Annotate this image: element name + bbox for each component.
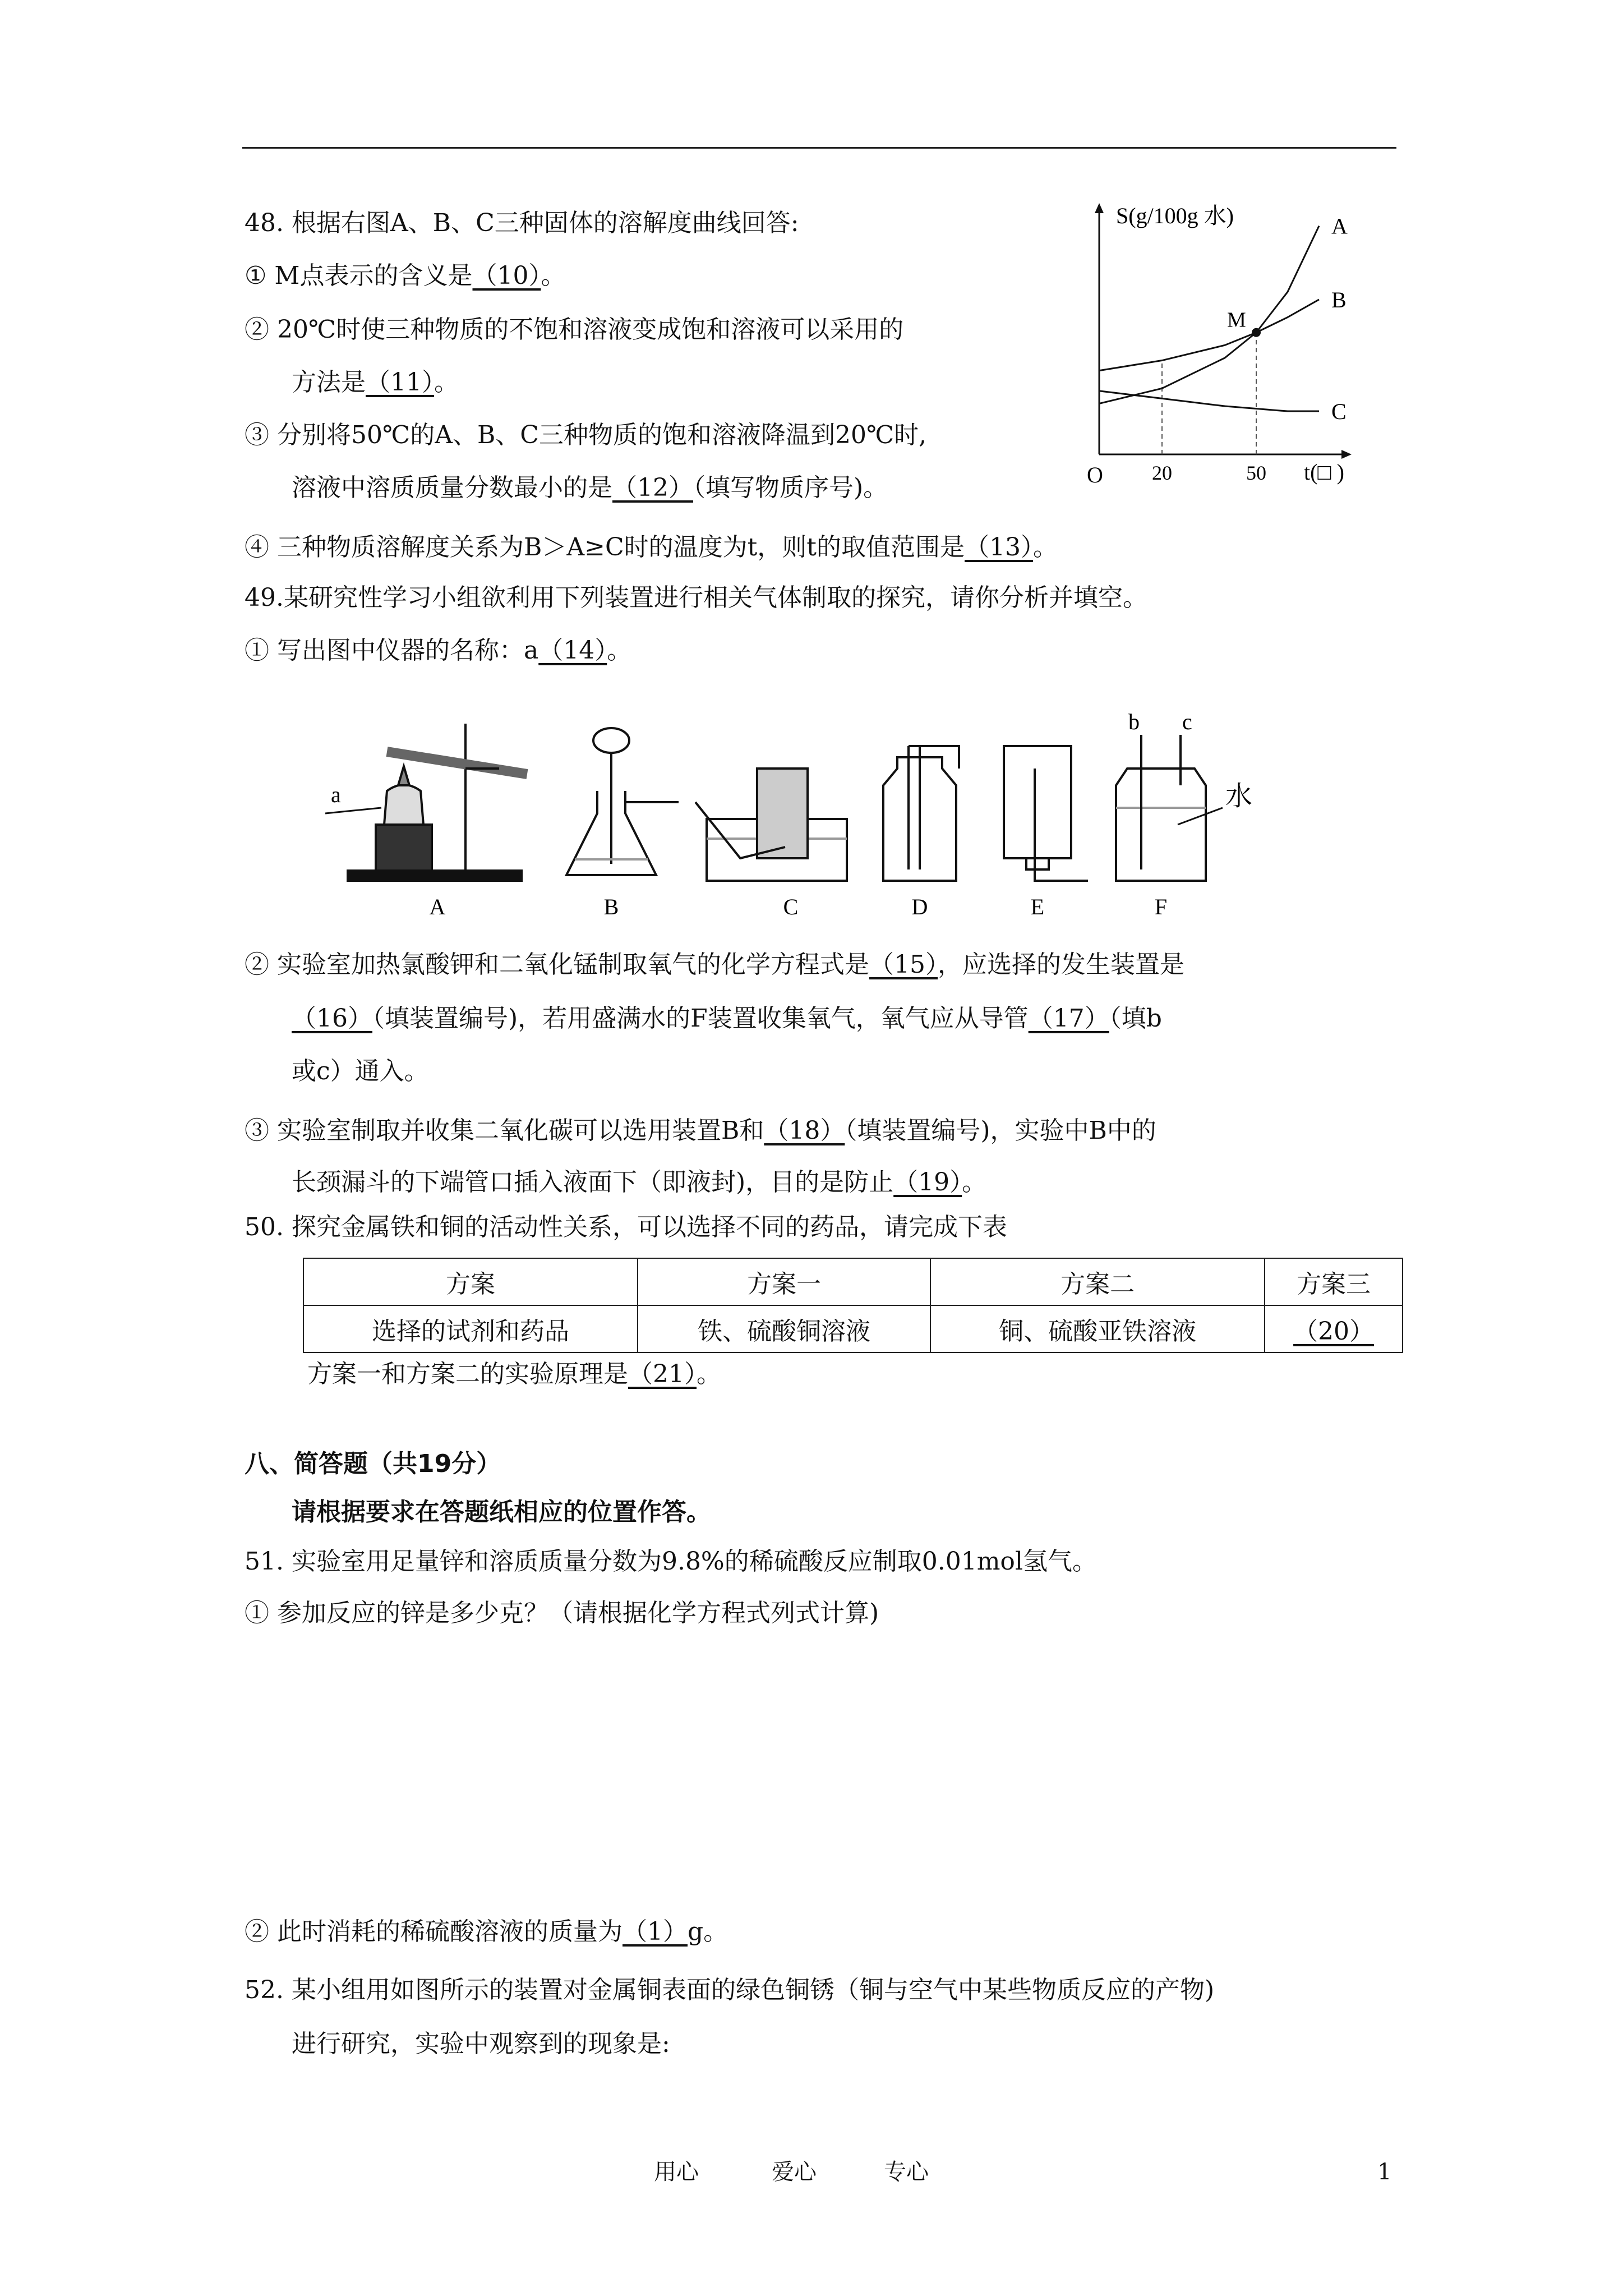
q48-part4: ④ 三种物质溶解度关系为B＞A≥C时的温度为t，则t的取值范围是（13）。 — [245, 533, 1058, 562]
blank-13: （13） — [965, 533, 1033, 562]
table-cell: 铁、硫酸铜溶液 — [638, 1305, 930, 1352]
q49-stem: 49.某研究性学习小组欲利用下列装置进行相关气体制取的探究，请你分析并填空。 — [245, 583, 1147, 612]
apparatus-e — [1004, 746, 1088, 881]
label-b: b — [1128, 712, 1140, 734]
q51-part2: ② 此时消耗的稀硫酸溶液的质量为（1）g。 — [245, 1917, 728, 1946]
q48-part3: ③ 分别将50℃的A、B、C三种物质的饱和溶液降温到20℃时, — [245, 421, 927, 449]
label-apparatus-b: B — [603, 894, 619, 919]
table-row — [303, 1305, 1403, 1352]
table-cell: 选择的试剂和药品 — [303, 1305, 638, 1352]
header-rule — [242, 147, 1396, 149]
wooden-block — [376, 825, 432, 871]
q49-part2: ② 实验室加热氯酸钾和二氧化锰制取氧气的化学方程式是（15），应选择的发生装置是 — [245, 950, 1184, 979]
series-label-c: C — [1331, 399, 1347, 425]
table-header-cell: 方案二 — [930, 1258, 1265, 1305]
footer-slogan-1: 用心 — [654, 2159, 699, 2185]
table-header-cell: 方案一 — [638, 1258, 930, 1305]
alcohol-lamp — [384, 785, 423, 825]
series-line-b — [1099, 300, 1319, 371]
section-8-title: 八、简答题（共19分） — [245, 1450, 501, 1478]
q49-part3: ③ 实验室制取并收集二氧化碳可以选用装置B和（18）（填装置编号)，实验中B中的 — [245, 1116, 1156, 1145]
apparatus-d — [883, 746, 959, 881]
table-header-row — [303, 1258, 1403, 1305]
experiment-table — [303, 1258, 1403, 1353]
apparatus-a — [325, 724, 527, 881]
q48-stem: 48. 根据右图A、B、C三种固体的溶解度曲线回答: — [245, 209, 799, 237]
x-axis-label: t(□ ) — [1304, 459, 1344, 485]
q52-stem: 52. 某小组用如图所示的装置对金属铜表面的绿色铜锈（铜与空气中某些物质反应的产物) — [245, 1976, 1215, 2004]
table-header-cell: 方案 — [303, 1258, 638, 1305]
page-number: 1 — [1377, 2159, 1392, 2185]
q52-stem-cont: 进行研究，实验中观察到的现象是: — [292, 2030, 670, 2058]
q48-part2-cont: 方法是（11）。 — [292, 368, 459, 397]
x-tick-label: 20 — [1152, 462, 1172, 484]
label-c: c — [1182, 712, 1192, 734]
blank-1: （1） — [623, 1917, 688, 1946]
series-line-a — [1099, 226, 1319, 404]
test-tube — [387, 752, 527, 774]
series-label-b: B — [1331, 287, 1347, 312]
section-8-instruction: 请根据要求在答题纸相应的位置作答。 — [292, 1498, 711, 1526]
table-cell-blank-20: （20） — [1265, 1305, 1403, 1352]
label-apparatus-a: A — [429, 894, 446, 919]
q48-part2: ② 20℃时使三种物质的不饱和溶液变成饱和溶液可以采用的 — [245, 315, 904, 344]
solubility-chart — [1066, 191, 1380, 505]
q49-part2-cont: （16）（填装置编号)，若用盛满水的F装置收集氧气，氧气应从导管（17）（填b — [292, 1004, 1162, 1033]
apparatus-b — [566, 728, 679, 875]
q50-stem: 50. 探究金属铁和铜的活动性关系，可以选择不同的药品，请完成下表 — [245, 1213, 1007, 1241]
series-line-c — [1099, 391, 1319, 411]
apparatus-f — [1116, 735, 1223, 881]
label-apparatus-e: E — [1030, 894, 1045, 919]
q49-part1: ① 写出图中仪器的名称：a（14）。 — [245, 636, 632, 665]
q48-part3-cont: 溶液中溶质质量分数最小的是（12）（填写物质序号)。 — [292, 473, 888, 502]
x-axis-arrow — [1341, 450, 1352, 459]
series-label-a: A — [1331, 213, 1348, 239]
apparatus-c — [695, 769, 847, 881]
q50-principle: 方案一和方案二的实验原理是（21）。 — [307, 1360, 721, 1388]
y-axis-label: S(g/100g 水) — [1116, 203, 1234, 228]
blank-19: （19） — [893, 1168, 962, 1197]
blank-11: （11） — [366, 368, 434, 397]
blank-10: （10） — [472, 261, 541, 290]
blank-12: （12） — [612, 473, 693, 502]
y-axis-arrow — [1095, 203, 1104, 213]
blank-16: （16） — [292, 1004, 372, 1033]
q48-part1: ① M点表示的含义是（10）。 — [245, 261, 566, 290]
blank-17: （17） — [1028, 1004, 1109, 1033]
footer-slogan-3: 专心 — [884, 2159, 929, 2185]
label-apparatus-c: C — [783, 894, 799, 919]
x-tick-label: 50 — [1246, 462, 1266, 484]
apparatus-figure — [314, 712, 1324, 926]
q49-part3-cont: 长颈漏斗的下端管口插入液面下（即液封)，目的是防止（19）。 — [292, 1168, 987, 1197]
blank-18: （18） — [764, 1116, 845, 1145]
blank-14: （14） — [538, 636, 607, 665]
table-header-cell: 方案三 — [1265, 1258, 1403, 1305]
label-apparatus-f: F — [1154, 894, 1168, 919]
label-a: a — [331, 782, 341, 807]
q49-part2-end: 或c）通入。 — [292, 1057, 429, 1085]
blank-15: （15） — [869, 950, 938, 979]
point-m-label: M — [1227, 308, 1246, 332]
label-water: 水 — [1225, 781, 1253, 811]
q51-stem: 51. 实验室用足量锌和溶质质量分数为9.8%的稀硫酸反应制取0.01mol氢气。 — [245, 1547, 1097, 1576]
point-m — [1252, 328, 1261, 337]
blank-21: （21） — [628, 1360, 697, 1388]
origin-label: O — [1087, 462, 1103, 487]
label-apparatus-d: D — [911, 894, 928, 919]
table-cell: 铜、硫酸亚铁溶液 — [930, 1305, 1265, 1352]
q51-part1: ① 参加反应的锌是多少克？（请根据化学方程式列式计算) — [245, 1599, 879, 1627]
footer-slogan-2: 爱心 — [772, 2159, 817, 2185]
